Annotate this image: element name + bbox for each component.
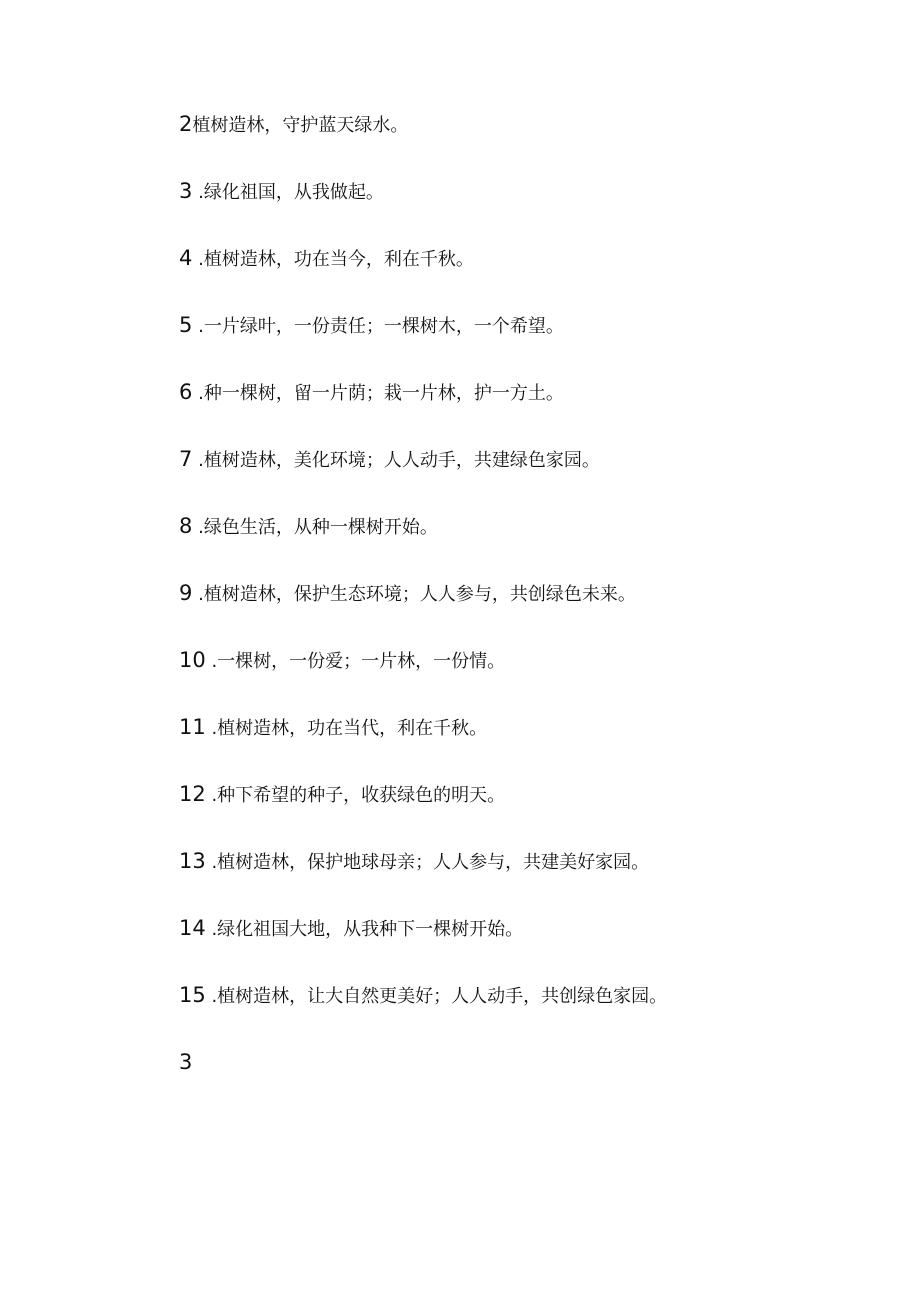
slogan-number: 12: [179, 782, 206, 806]
slogan-text: .植树造林，功在当代，利在千秋。: [205, 718, 488, 739]
slogan-line: [179, 176, 384, 206]
slogan-number: 4: [179, 246, 193, 270]
slogan-number: 14: [179, 916, 206, 940]
slogan-text: .植树造林，保护生态环境；人人参与，共创绿色未来。: [192, 584, 636, 605]
slogan-text: 植树造林，守护蓝天绿水。: [192, 115, 409, 136]
slogan-text: .植树造林，功在当今，利在千秋。: [192, 249, 474, 270]
section-number-value: 3: [179, 1050, 193, 1074]
slogan-line: [179, 109, 408, 139]
slogan-text: .植树造林，让大自然更美好；人人动手，共创绿色家园。: [205, 986, 668, 1007]
slogan-number: 7: [179, 447, 193, 471]
slogan-text: .绿色生活，从种一棵树开始。: [192, 517, 438, 538]
slogan-line: [179, 444, 600, 474]
slogan-text: .绿化祖国大地，从我种下一棵树开始。: [205, 919, 524, 940]
slogan-number: 10: [179, 648, 206, 672]
slogan-number: 13: [179, 849, 206, 873]
slogan-line: [179, 578, 636, 608]
slogan-line: [179, 779, 505, 809]
slogan-number: 15: [179, 983, 206, 1007]
slogan-line: [179, 377, 564, 407]
slogan-text: .一棵树，一份爱；一片林，一份情。: [205, 651, 506, 672]
slogan-number: 9: [179, 581, 193, 605]
slogan-line: [179, 913, 523, 943]
slogan-line: [179, 645, 505, 675]
slogan-line: [179, 712, 487, 742]
slogan-number: 8: [179, 514, 193, 538]
slogan-number: 2: [179, 112, 193, 136]
slogan-number: 11: [179, 715, 206, 739]
slogan-number: 6: [179, 380, 193, 404]
slogan-line: [179, 980, 667, 1010]
slogan-text: .种一棵树，留一片荫；栽一片林，护一方土。: [192, 383, 564, 404]
slogan-line: [179, 243, 474, 273]
slogan-text: .植树造林，美化环境；人人动手，共建绿色家园。: [192, 450, 600, 471]
slogan-text: .种下希望的种子，收获绿色的明天。: [205, 785, 506, 806]
slogan-line: [179, 511, 438, 541]
slogan-line: [179, 846, 649, 876]
slogan-text: .一片绿叶，一份责任；一棵树木，一个希望。: [192, 316, 564, 337]
slogan-text: .绿化祖国，从我做起。: [192, 182, 384, 203]
slogan-line: [179, 310, 564, 340]
section-number: [179, 1047, 192, 1077]
slogan-number: 5: [179, 313, 193, 337]
slogan-text: .植树造林，保护地球母亲；人人参与，共建美好家园。: [205, 852, 650, 873]
slogan-number: 3: [179, 179, 193, 203]
